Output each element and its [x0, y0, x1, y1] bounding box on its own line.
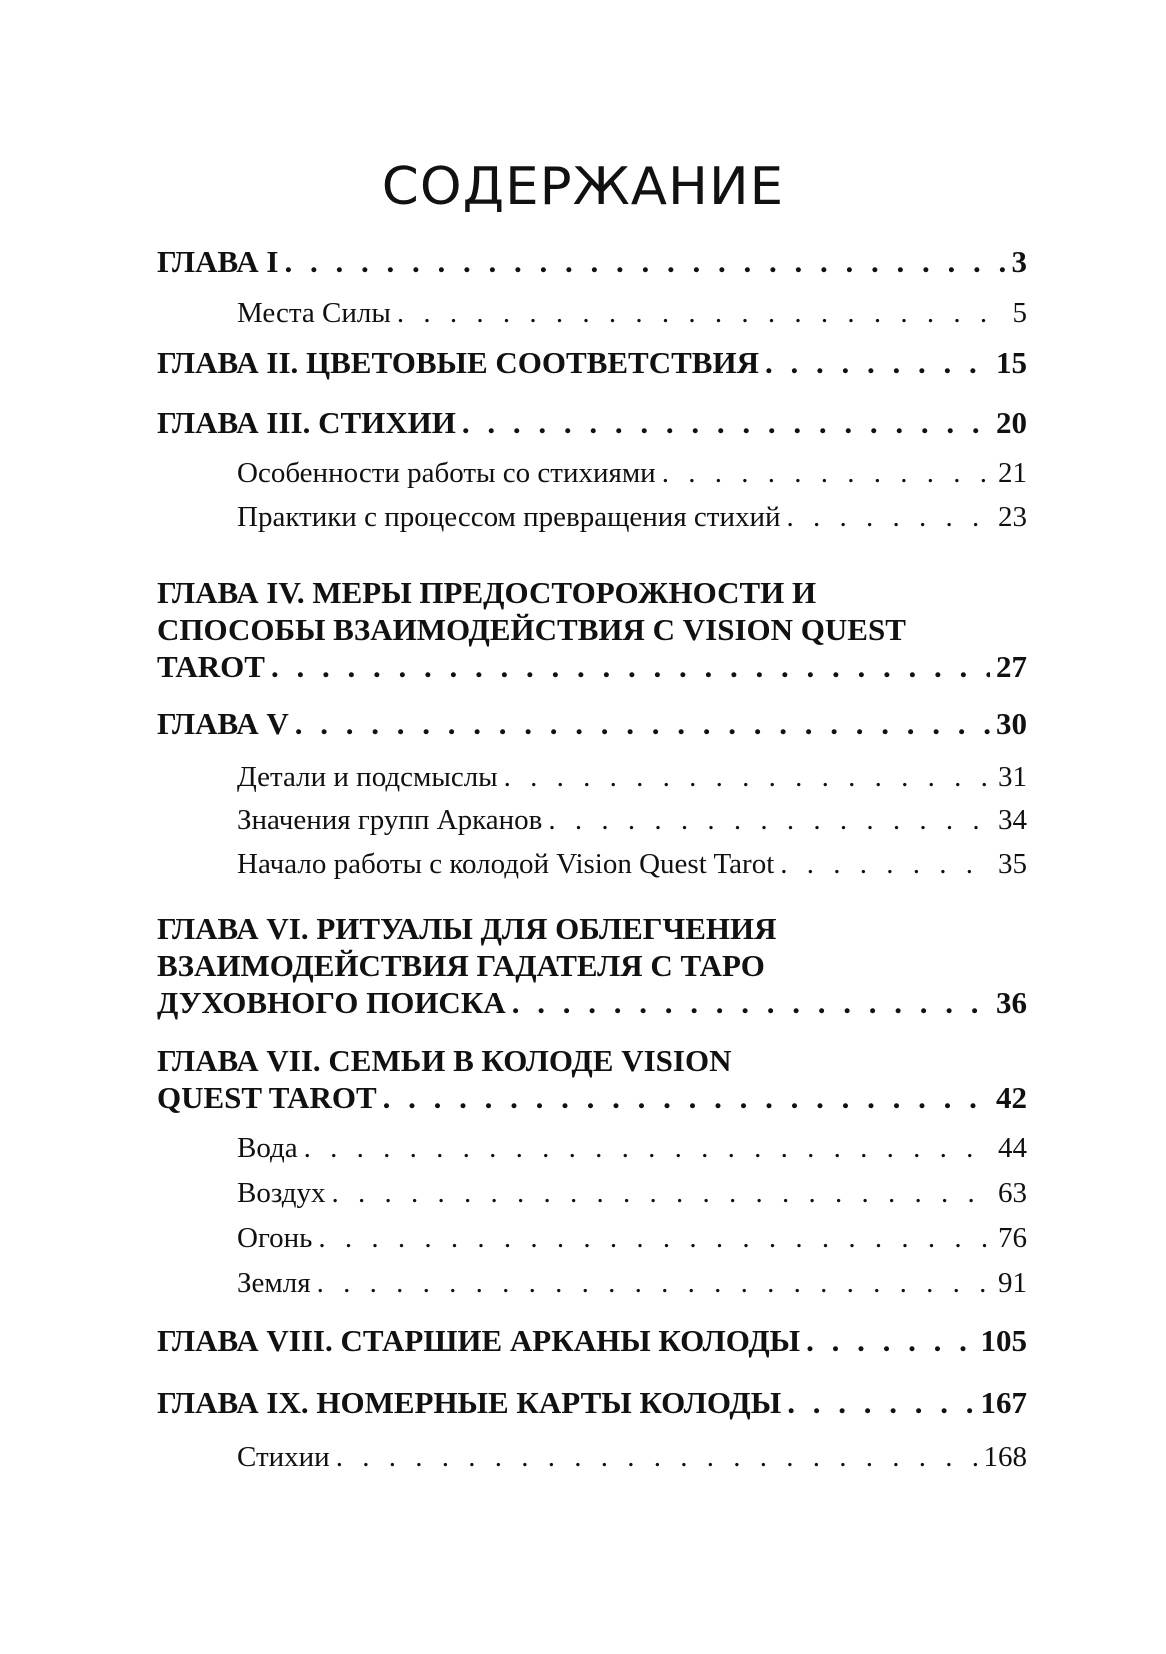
toc-entry-title: Значения групп Арканов: [237, 804, 543, 836]
dot-leader: [295, 705, 990, 742]
dot-leader: [284, 243, 1005, 280]
dot-leader: [304, 1131, 992, 1165]
toc-chapter[interactable]: [157, 705, 1027, 742]
toc-entry-title: ГЛАВА VIII. СТАРШИЕ АРКАНЫ КОЛОДЫ: [157, 1323, 801, 1358]
toc-section[interactable]: [157, 760, 1027, 794]
toc-entry-title-line: ВЗАИМОДЕЙСТВИЯ ГАДАТЕЛЯ С ТАРО: [157, 948, 765, 983]
toc-page-number: 168: [983, 1441, 1027, 1473]
toc-page-number: 21: [998, 457, 1027, 489]
toc-section[interactable]: [157, 1266, 1027, 1300]
toc-section[interactable]: [157, 803, 1027, 837]
dot-leader: [271, 648, 990, 685]
toc-entry-title: ГЛАВА IX. НОМЕРНЫЕ КАРТЫ КОЛОДЫ: [157, 1385, 782, 1420]
toc-page-number: 5: [1012, 297, 1027, 329]
toc-chapter[interactable]: [157, 1384, 1027, 1421]
toc-entry-title: ГЛАВА V: [157, 706, 289, 741]
toc-page-number: 15: [996, 345, 1027, 380]
toc-page-number: 167: [980, 1385, 1027, 1420]
toc-entry-title-line: СПОСОБЫ ВЗАИМОДЕЙСТВИЯ С VISION QUEST: [157, 612, 906, 647]
toc-entry-title: ГЛАВА I: [157, 244, 279, 279]
toc-chapter[interactable]: [157, 344, 1027, 381]
toc-entry-title: Земля: [237, 1267, 311, 1299]
toc-section[interactable]: [157, 296, 1027, 330]
toc-section[interactable]: [157, 1221, 1027, 1255]
dot-leader: [336, 1440, 978, 1474]
toc-chapter[interactable]: [157, 910, 1027, 1021]
dot-leader: [332, 1176, 992, 1210]
toc-page-number: 42: [996, 1080, 1027, 1115]
dot-leader: [765, 344, 990, 381]
toc-entry-title: ДУХОВНОГО ПОИСКА: [157, 985, 506, 1020]
page-title: СОДЕРЖАНИЕ: [381, 156, 785, 217]
dot-leader: [787, 1384, 974, 1421]
toc-entry-title: Стихии: [237, 1441, 330, 1473]
toc-section[interactable]: [157, 847, 1027, 881]
dot-leader: [397, 296, 1007, 330]
toc-entry-title: Начало работы с колодой Vision Quest Tarot: [237, 848, 775, 880]
toc-section[interactable]: [157, 456, 1027, 490]
toc-entry-title: Практики с процессом превращения стихий: [237, 501, 781, 533]
toc-entry-title: ГЛАВА III. СТИХИИ: [157, 405, 456, 440]
dot-leader: [504, 760, 992, 794]
toc-page-number: 20: [996, 405, 1027, 440]
toc-entry-title: TAROT: [157, 649, 265, 684]
toc-entry-title: QUEST TAROT: [157, 1080, 377, 1115]
toc-page-number: 36: [996, 985, 1027, 1020]
dot-leader: [512, 984, 990, 1021]
toc-entry-title: Воздух: [237, 1177, 326, 1209]
toc-page-number: 23: [998, 501, 1027, 533]
toc-page-number: 27: [996, 649, 1027, 684]
dot-leader: [462, 404, 990, 441]
toc-entry-title: Особенности работы со стихиями: [237, 457, 656, 489]
toc-section[interactable]: [157, 1440, 1027, 1474]
toc-chapter[interactable]: [157, 404, 1027, 441]
toc-entry-title: Огонь: [237, 1222, 313, 1254]
toc-page-number: 44: [998, 1132, 1027, 1164]
toc-entry-title: Детали и подсмыслы: [237, 761, 498, 793]
dot-leader: [787, 500, 992, 534]
toc-page-number: 31: [998, 761, 1027, 793]
toc-page-number: 76: [998, 1222, 1027, 1254]
toc-entry-title-line: ГЛАВА IV. МЕРЫ ПРЕДОСТОРОЖНОСТИ И: [157, 575, 817, 610]
toc-chapter[interactable]: [157, 243, 1027, 280]
dot-leader: [780, 847, 992, 881]
toc-section[interactable]: [157, 500, 1027, 534]
toc-entry-title-line: ГЛАВА VI. РИТУАЛЫ ДЛЯ ОБЛЕГЧЕНИЯ: [157, 911, 777, 946]
toc-page-number: 30: [996, 706, 1027, 741]
dot-leader: [662, 456, 992, 490]
toc-page-number: 34: [998, 804, 1027, 836]
dot-leader: [548, 803, 992, 837]
toc-section[interactable]: [157, 1176, 1027, 1210]
toc-entry-title-line: ГЛАВА VII. СЕМЬИ В КОЛОДЕ VISION: [157, 1043, 732, 1078]
dot-leader: [383, 1079, 990, 1116]
dot-leader: [806, 1322, 974, 1359]
toc-entry-title: ГЛАВА II. ЦВЕТОВЫЕ СООТВЕТСТВИЯ: [157, 345, 759, 380]
toc-chapter[interactable]: [157, 1322, 1027, 1359]
toc-section[interactable]: [157, 1131, 1027, 1165]
toc-entry-title: Вода: [237, 1132, 298, 1164]
toc-entry-title: Места Силы: [237, 297, 391, 329]
toc-chapter[interactable]: [157, 574, 1027, 685]
toc-page-number: 91: [998, 1267, 1027, 1299]
toc-page-number: 105: [980, 1323, 1027, 1358]
toc-page-number: 63: [998, 1177, 1027, 1209]
toc-page-number: 3: [1011, 244, 1027, 279]
toc-chapter[interactable]: [157, 1042, 1027, 1116]
dot-leader: [318, 1221, 992, 1255]
toc-page-number: 35: [998, 848, 1027, 880]
dot-leader: [317, 1266, 992, 1300]
